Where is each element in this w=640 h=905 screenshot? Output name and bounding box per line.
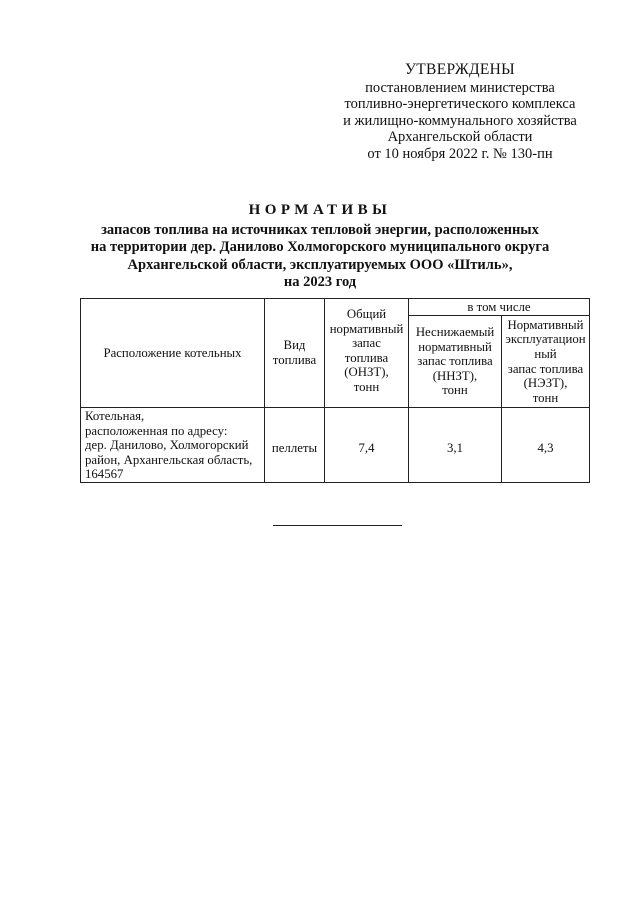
header-location: Расположение котельных xyxy=(81,299,265,408)
title-main: НОРМАТИВЫ xyxy=(248,202,392,218)
table-row xyxy=(81,408,590,483)
cell-nezt: 4,3 xyxy=(502,408,590,483)
title-line: запасов топлива на источниках тепловой энергии, расположенных xyxy=(101,221,539,238)
header-nnzt: Неснижаемый нормативный запас топлива (ННЗТ), тонн xyxy=(409,316,502,408)
header-including: в том числе xyxy=(409,299,590,316)
title-line: на 2023 год xyxy=(283,274,357,290)
approval-line: от 10 ноября 2022 г. № 130-пн xyxy=(367,145,553,162)
closing-divider xyxy=(273,525,402,526)
cell-nnzt: 3,1 xyxy=(409,408,502,483)
approval-line: Архангельской области xyxy=(387,129,533,145)
cell-total: 7,4 xyxy=(325,408,409,483)
fuel-standards-table xyxy=(80,298,590,483)
approval-heading: УТВЕРЖДЕНЫ xyxy=(405,61,515,78)
header-nezt: Нормативный эксплуатацион ный запас топлива (НЭЗТ), тонн xyxy=(502,316,590,408)
header-total-reserve: Общий нормативный запас топлива (ОНЗТ), тонн xyxy=(325,299,409,408)
document-title xyxy=(60,202,580,292)
approval-line: топливно-энергетического комплекса xyxy=(344,96,576,112)
cell-fuel-type: пеллеты xyxy=(265,408,325,483)
approval-block xyxy=(300,62,620,162)
approval-line: и жилищно-коммунального хозяйства xyxy=(343,112,577,129)
cell-location: Котельная, расположенная по адресу: дер. Данилово, Холмогорский район, Архангельская область, 164567 xyxy=(81,408,265,483)
title-line: на территории дер. Данилово Холмогорского муниципального округа xyxy=(90,239,550,255)
title-line: Архангельской области, эксплуатируемых ООО «Штиль», xyxy=(127,256,513,273)
approval-line: постановлением министерства xyxy=(365,79,555,96)
header-fuel-type: Вид топлива xyxy=(265,299,325,408)
